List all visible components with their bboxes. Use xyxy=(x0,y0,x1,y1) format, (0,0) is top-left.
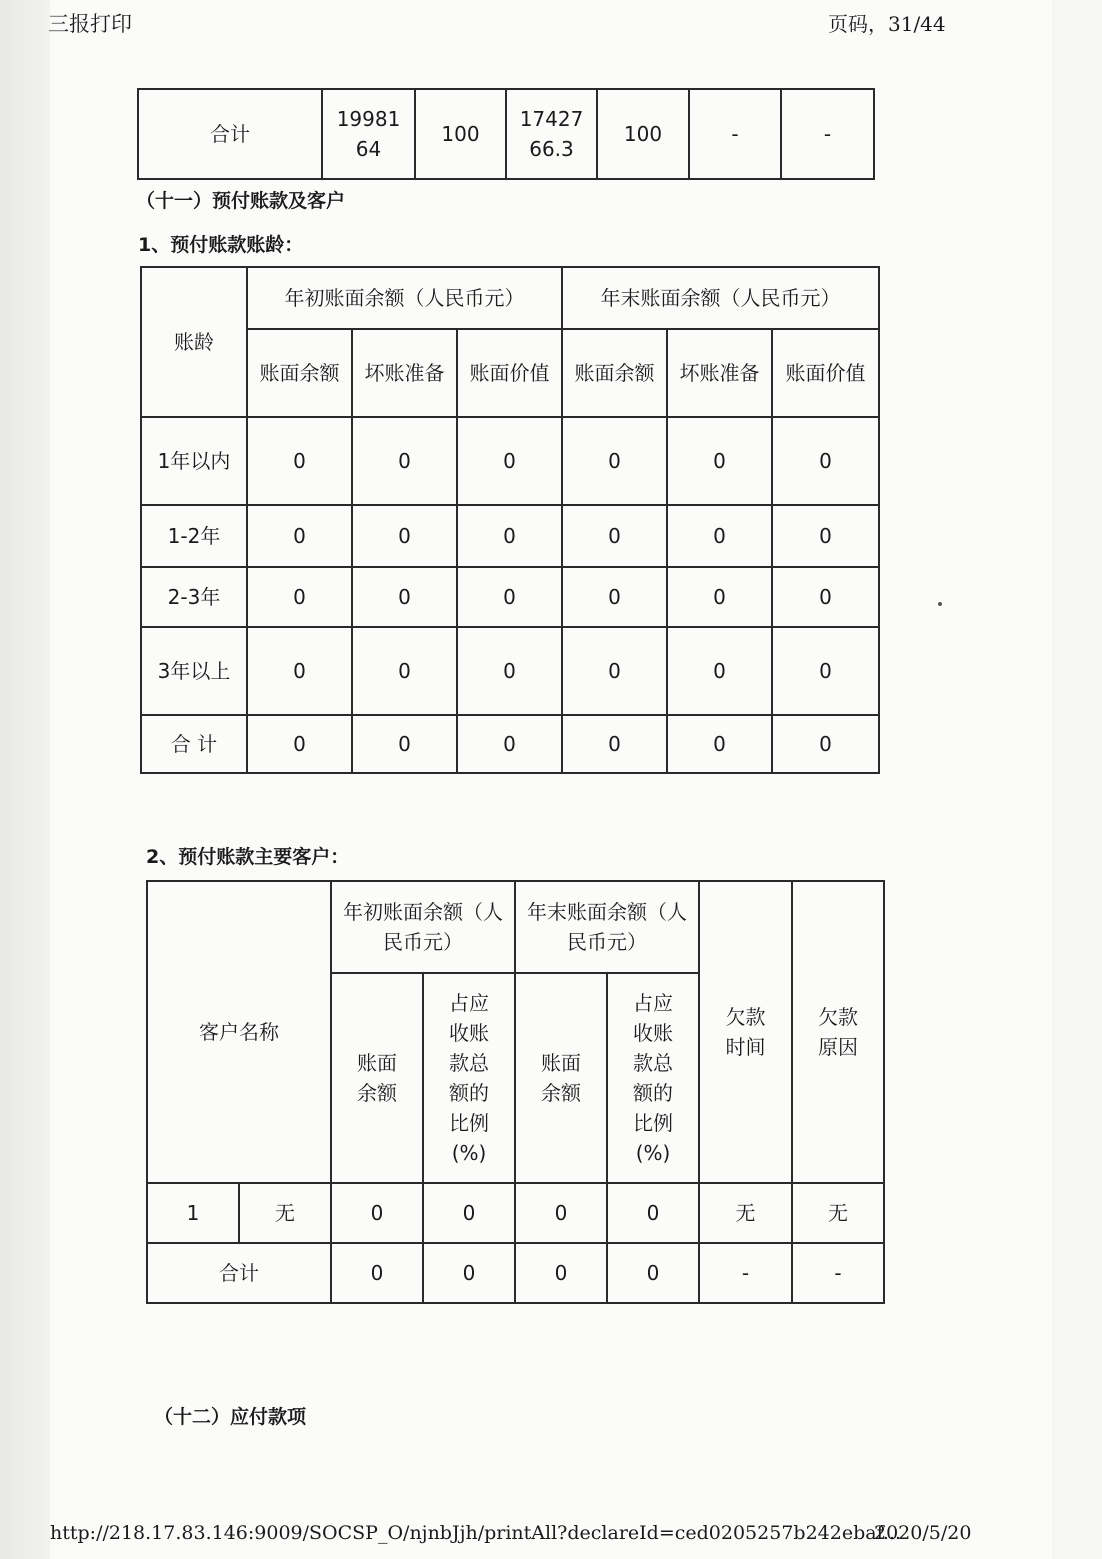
customers-table xyxy=(146,880,885,1304)
table-cell: 0 xyxy=(515,1243,607,1303)
table-cell: 0 xyxy=(247,715,352,773)
table-cell: - xyxy=(792,1243,884,1303)
customers-table-title: 2、预付账款主要客户： xyxy=(146,846,350,868)
table-cell: 1998164 xyxy=(322,89,415,179)
total-row xyxy=(147,1243,884,1303)
section-11-heading: （十一）预付账款及客户 xyxy=(136,190,346,212)
table-cell: 0 xyxy=(667,715,772,773)
table-cell: 0 xyxy=(772,567,879,627)
total-row xyxy=(141,715,879,773)
row-label: 合 计 xyxy=(141,715,247,773)
table-row xyxy=(141,505,879,567)
col-header-time: 欠款时间 xyxy=(699,881,792,1183)
row-number: 1 xyxy=(147,1183,239,1243)
table-cell: 无 xyxy=(699,1183,792,1243)
group-header-end: 年末账面余额（人民币元） xyxy=(562,267,879,329)
sub-header: 账面余额 xyxy=(247,329,352,417)
aging-table xyxy=(140,266,880,774)
table-cell: 0 xyxy=(352,627,457,715)
table-cell: 0 xyxy=(331,1183,423,1243)
group-header-start: 年初账面余额（人民币元） xyxy=(331,881,515,973)
footer-url: http://218.17.83.146:9009/SOCSP_O/njnbJjh/printAll?declareId=ced0205257b242ebaf... xyxy=(50,1522,902,1544)
previous-table-total xyxy=(137,88,875,180)
table-row xyxy=(147,1183,884,1243)
table-cell: 0 xyxy=(562,715,667,773)
table-cell: 0 xyxy=(607,1243,699,1303)
table-cell: 0 xyxy=(331,1243,423,1303)
sub-header: 坏账准备 xyxy=(667,329,772,417)
col-header-age: 账龄 xyxy=(141,267,247,417)
table-cell: 0 xyxy=(352,417,457,505)
table-cell: 0 xyxy=(423,1183,515,1243)
table-row xyxy=(141,627,879,715)
table-cell: 0 xyxy=(247,505,352,567)
scan-speck xyxy=(938,602,942,606)
table-cell: - xyxy=(781,89,874,179)
sub-header: 坏账准备 xyxy=(352,329,457,417)
table-cell: 0 xyxy=(457,417,562,505)
sub-header: 账面价值 xyxy=(772,329,879,417)
table-cell: 0 xyxy=(562,627,667,715)
scan-edge xyxy=(0,0,50,1559)
table-cell: 0 xyxy=(247,627,352,715)
table-cell: 0 xyxy=(247,567,352,627)
table-cell: 0 xyxy=(772,715,879,773)
table-cell: 0 xyxy=(667,417,772,505)
table-cell: 0 xyxy=(352,567,457,627)
table-row xyxy=(141,567,879,627)
table-cell: 0 xyxy=(423,1243,515,1303)
table-row xyxy=(141,417,879,505)
row-label: 2-3年 xyxy=(141,567,247,627)
table-cell: 0 xyxy=(607,1183,699,1243)
table-cell: 0 xyxy=(772,627,879,715)
col-header-reason: 欠款原因 xyxy=(792,881,884,1183)
table-cell: 无 xyxy=(792,1183,884,1243)
group-header-start: 年初账面余额（人民币元） xyxy=(247,267,562,329)
col-header-customer: 客户名称 xyxy=(147,881,331,1183)
aging-table-title: 1、预付账款账龄： xyxy=(138,234,304,256)
footer-date: 2020/5/20 xyxy=(874,1522,972,1544)
table-cell: 0 xyxy=(772,417,879,505)
table-cell: 0 xyxy=(457,505,562,567)
section-12-heading: （十二）应付款项 xyxy=(154,1406,307,1428)
sub-header: 占应收账款总额的比例(%) xyxy=(423,973,515,1183)
total-label: 合计 xyxy=(138,89,322,179)
table-cell: 0 xyxy=(457,567,562,627)
sub-header: 占应收账款总额的比例(%) xyxy=(607,973,699,1183)
table-cell: 0 xyxy=(457,627,562,715)
row-label: 1-2年 xyxy=(141,505,247,567)
sub-header: 账面余额 xyxy=(331,973,423,1183)
table-cell: 0 xyxy=(352,715,457,773)
page-number: 页码，31/44 xyxy=(828,12,946,36)
row-label: 1年以内 xyxy=(141,417,247,505)
table-cell: 0 xyxy=(515,1183,607,1243)
table-cell: 0 xyxy=(247,417,352,505)
row-label: 3年以上 xyxy=(141,627,247,715)
table-cell: 0 xyxy=(562,567,667,627)
table-cell: - xyxy=(689,89,781,179)
table-cell: 0 xyxy=(667,505,772,567)
group-header-end: 年末账面余额（人民币元） xyxy=(515,881,699,973)
customer-name: 无 xyxy=(239,1183,331,1243)
table-cell: 0 xyxy=(562,505,667,567)
table-cell: - xyxy=(699,1243,792,1303)
table-cell: 0 xyxy=(562,417,667,505)
table-cell: 1742766.3 xyxy=(506,89,597,179)
table-cell: 0 xyxy=(772,505,879,567)
sub-header: 账面余额 xyxy=(562,329,667,417)
table-cell: 100 xyxy=(597,89,689,179)
header-title: 三报打印 xyxy=(48,12,132,36)
table-cell: 0 xyxy=(457,715,562,773)
table-cell: 0 xyxy=(667,567,772,627)
sub-header: 账面余额 xyxy=(515,973,607,1183)
table-cell: 0 xyxy=(352,505,457,567)
total-label: 合计 xyxy=(147,1243,331,1303)
sub-header: 账面价值 xyxy=(457,329,562,417)
table-cell: 100 xyxy=(415,89,506,179)
table-cell: 0 xyxy=(667,627,772,715)
